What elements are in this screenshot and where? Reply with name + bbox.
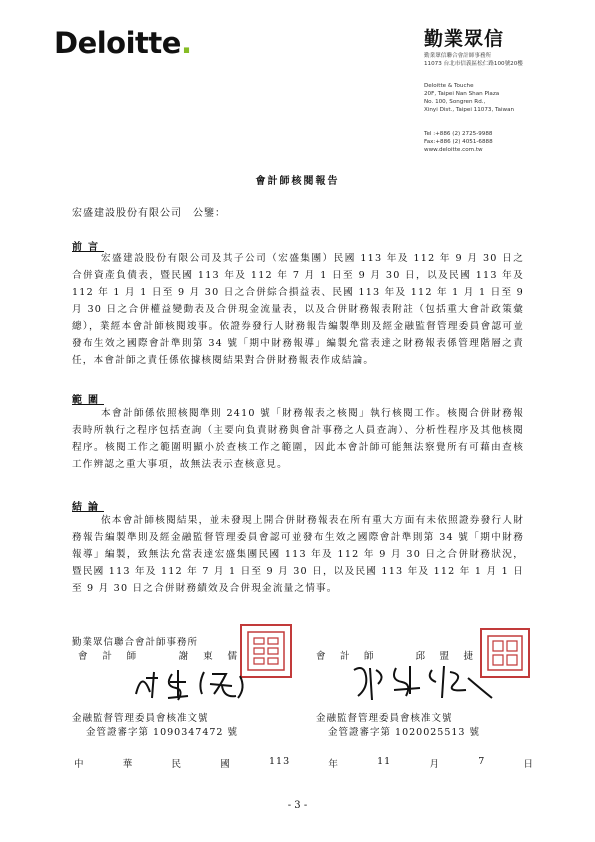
signature-left [128, 664, 258, 708]
conclusion-paragraph [72, 512, 524, 597]
logo-text: Deloitte [54, 26, 181, 60]
date-month: 11 [377, 756, 392, 767]
cpa-label-char: 計 [102, 651, 113, 662]
section-heading-scope: 範圍 [72, 395, 104, 406]
logo-dot: . [180, 26, 192, 60]
date-char: 華 [122, 759, 134, 770]
date-char: 月 [429, 759, 440, 770]
address-line: No. 100, Songren Rd., [424, 99, 486, 105]
handwritten-signature-right-icon [346, 660, 496, 704]
address-line: 勤業眾信聯合會計師事務所 [424, 53, 492, 59]
conclusion-text: 依本會計師核閱結果，並未發現上開合併財務報表在所有重大方面有未依照證券發行人財務報告編製準則及經金融監督管理委員會認可並發布生效之國際會計準則第 34 號「期中財務報導」編製，致無法允當表達宏盛集團民國 113 年及 112 年 9 月 30 日之合併財務狀況，暨民國 113 年及 112 年 7 月 1 日至 9 月 30 日，以及民國 113 年及 112 年 1 月 1 日至 9 月 30 日之合併財務績效及合併現金流量之情事。 [72, 515, 524, 594]
section-heading-conclusion: 結論 [72, 502, 104, 513]
address-line: Deloitte & Touche [424, 83, 474, 89]
approval-label-right: 金融監督管理委員會核准文號 [316, 713, 453, 724]
scope-text: 本會計師係依照核閱準則 2410 號「財務報表之核閱」執行核閱工作。核閱合併財務報表時所執行之程序包括查詢（主要向負責財務與會計事務之人員查詢）、分析性程序及其他核閱程序。核閱工作之範圍明顯小於查核工作之範圍，因此本會計師可能無法察覺所有可藉由查核工作辨認之重大事項，故無法表示查核意見。 [72, 408, 524, 470]
approval-number-left: 金管證審字第 1090347472 號 [86, 727, 238, 738]
brand-chinese-name: 勤業眾信 [424, 28, 505, 50]
report-date [74, 756, 534, 770]
firm-name: 勤業眾信聯合會計師事務所 [72, 637, 199, 648]
address-line: 20F, Taipei Nan Shan Plaza [424, 91, 500, 97]
signature-right [346, 660, 496, 708]
date-char: 中 [74, 759, 85, 770]
date-char: 國 [220, 759, 231, 770]
cpa-label-char: 師 [126, 651, 138, 662]
address-line: Xinyi Dist., Taipei 11073, Taiwan [424, 107, 515, 113]
cpa-left-label [78, 648, 238, 662]
cpa-label-char: 計 [340, 651, 351, 662]
preface-paragraph [72, 250, 524, 369]
fax-line: Fax:+886 (2) 4051-6888 [424, 139, 493, 145]
cpa-label-char: 儒 [227, 651, 238, 662]
approval-label-left: 金融監督管理委員會核准文號 [72, 713, 209, 724]
address-line: 11073 台北市信義區松仁路100號20樓 [424, 61, 523, 67]
scope-paragraph [72, 405, 524, 473]
website-line: www.deloitte.com.tw [424, 147, 483, 153]
phone-line: Tel :+886 (2) 2725-9988 [424, 131, 493, 137]
cpa-label-char: 謝 [178, 651, 190, 662]
cpa-label-char: 會 [78, 651, 89, 662]
approval-number-right: 金管證審字第 1020025513 號 [328, 727, 480, 738]
date-day: 7 [478, 756, 486, 767]
cpa-label-char: 邱 [415, 651, 426, 662]
date-char: 民 [171, 759, 183, 770]
report-title: 會計師核閱報告 [255, 176, 340, 187]
page-number: - 3 - [287, 800, 308, 811]
date-year: 113 [269, 756, 291, 767]
contact-block [424, 130, 493, 154]
address-block-en [424, 82, 514, 114]
addressee: 宏盛建設股份有限公司 公鑒： [72, 208, 226, 219]
cpa-label-char: 會 [316, 651, 327, 662]
date-char: 年 [328, 759, 339, 770]
cpa-label-char: 捷 [463, 651, 474, 662]
cpa-label-char: 盟 [439, 651, 450, 662]
handwritten-signature-left-icon [128, 664, 258, 704]
address-block-cn [424, 52, 523, 68]
cpa-label-char: 師 [364, 651, 375, 662]
date-char: 日 [523, 759, 534, 770]
deloitte-logo [54, 26, 191, 60]
section-heading-preface: 前言 [72, 242, 104, 253]
preface-text: 宏盛建設股份有限公司及其子公司（宏盛集團）民國 113 年及 112 年 9 月 30 日之合併資產負債表，暨民國 113 年及 112 年 7 月 1 日至 9 月 30 日，以及民國 113 年及 112 年 1 月 1 日至 9 月 30 日之合併綜合損益表、民國 113 年及 112 年 1 月 1 日至 9 月 30 日之合併權益變動表及合併現金流量表，以及合併財務報表附註（包括重大會計政策彙總），業經本會計師核閱竣事。依證券發行人財務報告編製準則及經金融監督管理委員會認可並發布生效之國際會計準則第 34 號「期中財務報導」編製允當表達之財務報表係管理階層之責任，本會計師之責任係依據核閱結果對合併財務報表作成結論。 [72, 253, 524, 366]
cpa-label-char: 東 [203, 651, 214, 662]
